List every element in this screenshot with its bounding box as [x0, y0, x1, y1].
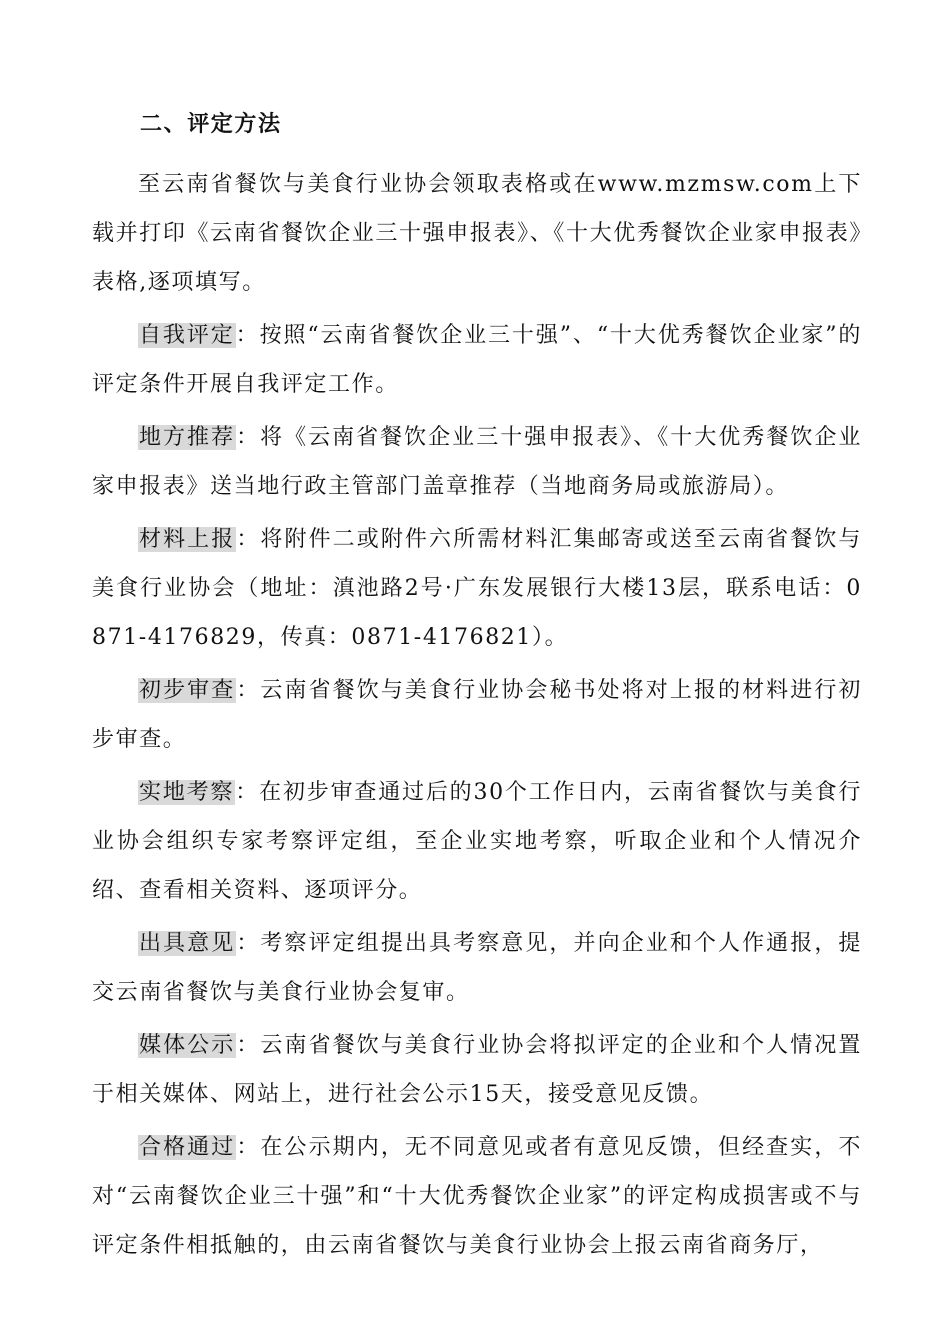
document-page: [92, 103, 862, 1274]
step-term: 媒体公示: [139, 1033, 236, 1058]
step-text: ：将《云南省餐饮企业三十强申报表》、《十大优秀餐饮企业家申报表》送当地行政主管部门盖章推荐（当地商务局或旅游局）。: [92, 425, 863, 499]
step-term: 实地考察: [139, 780, 235, 805]
step-text: ：按照“云南省餐饮企业三十强”、“十大优秀餐饮企业家”的评定条件开展自我评定工作。: [92, 323, 862, 397]
step-text: ：在初步审查通过后的30个工作日内，云南省餐饮与美食行业协会组织专家考察评定组，至企业实地考察，听取企业和个人情况介绍、查看相关资料、逐项评分。: [92, 780, 863, 903]
step-text: ：将附件二或附件六所需材料汇集邮寄或送至云南省餐饮与美食行业协会（地址：滇池路2号·广东发展银行大楼13层，联系电话：0871-4176829，传真：0871-4176821）。: [92, 527, 863, 650]
step-local-recommendation: [92, 413, 862, 511]
step-text: ：考察评定组提出具考察意见，并向企业和个人作通报，提交云南省餐饮与美食行业协会复审。: [92, 931, 863, 1005]
step-text: ：在公示期内，无不同意见或者有意见反馈，但经查实，不对“云南餐饮企业三十强”和“十大优秀餐饮企业家”的评定构成损害或不与评定条件相抵触的，由云南省餐饮与美食行业协会上报云南省商务厅，: [92, 1135, 863, 1258]
step-term: 自我评定: [139, 323, 235, 348]
step-text: ：云南省餐饮与美食行业协会秘书处将对上报的材料进行初步审查。: [92, 678, 863, 752]
step-term: 初步审查: [139, 678, 236, 703]
step-term: 地方推荐: [139, 425, 236, 450]
step-term: 合格通过: [139, 1135, 236, 1160]
step-media-publicity: [92, 1021, 862, 1119]
step-preliminary-review: [92, 666, 862, 764]
step-material-submission: [92, 515, 862, 662]
step-site-inspection: [92, 768, 862, 915]
step-text: ：云南省餐饮与美食行业协会将拟评定的企业和个人情况置于相关媒体、网站上，进行社会公示15天，接受意见反馈。: [92, 1033, 863, 1107]
step-self-evaluation: [92, 311, 862, 409]
step-term: 出具意见: [139, 931, 236, 956]
intro-paragraph: 至云南省餐饮与美食行业协会领取表格或在www.mzmsw.com上下载并打印《云南省餐饮企业三十强申报表》、《十大优秀餐饮企业家申报表》表格,逐项填写。: [92, 172, 862, 295]
section-heading: 二、评定方法: [140, 112, 282, 137]
step-qualified-approval: [92, 1123, 862, 1270]
step-issue-opinion: [92, 919, 862, 1017]
step-term: 材料上报: [139, 527, 236, 552]
